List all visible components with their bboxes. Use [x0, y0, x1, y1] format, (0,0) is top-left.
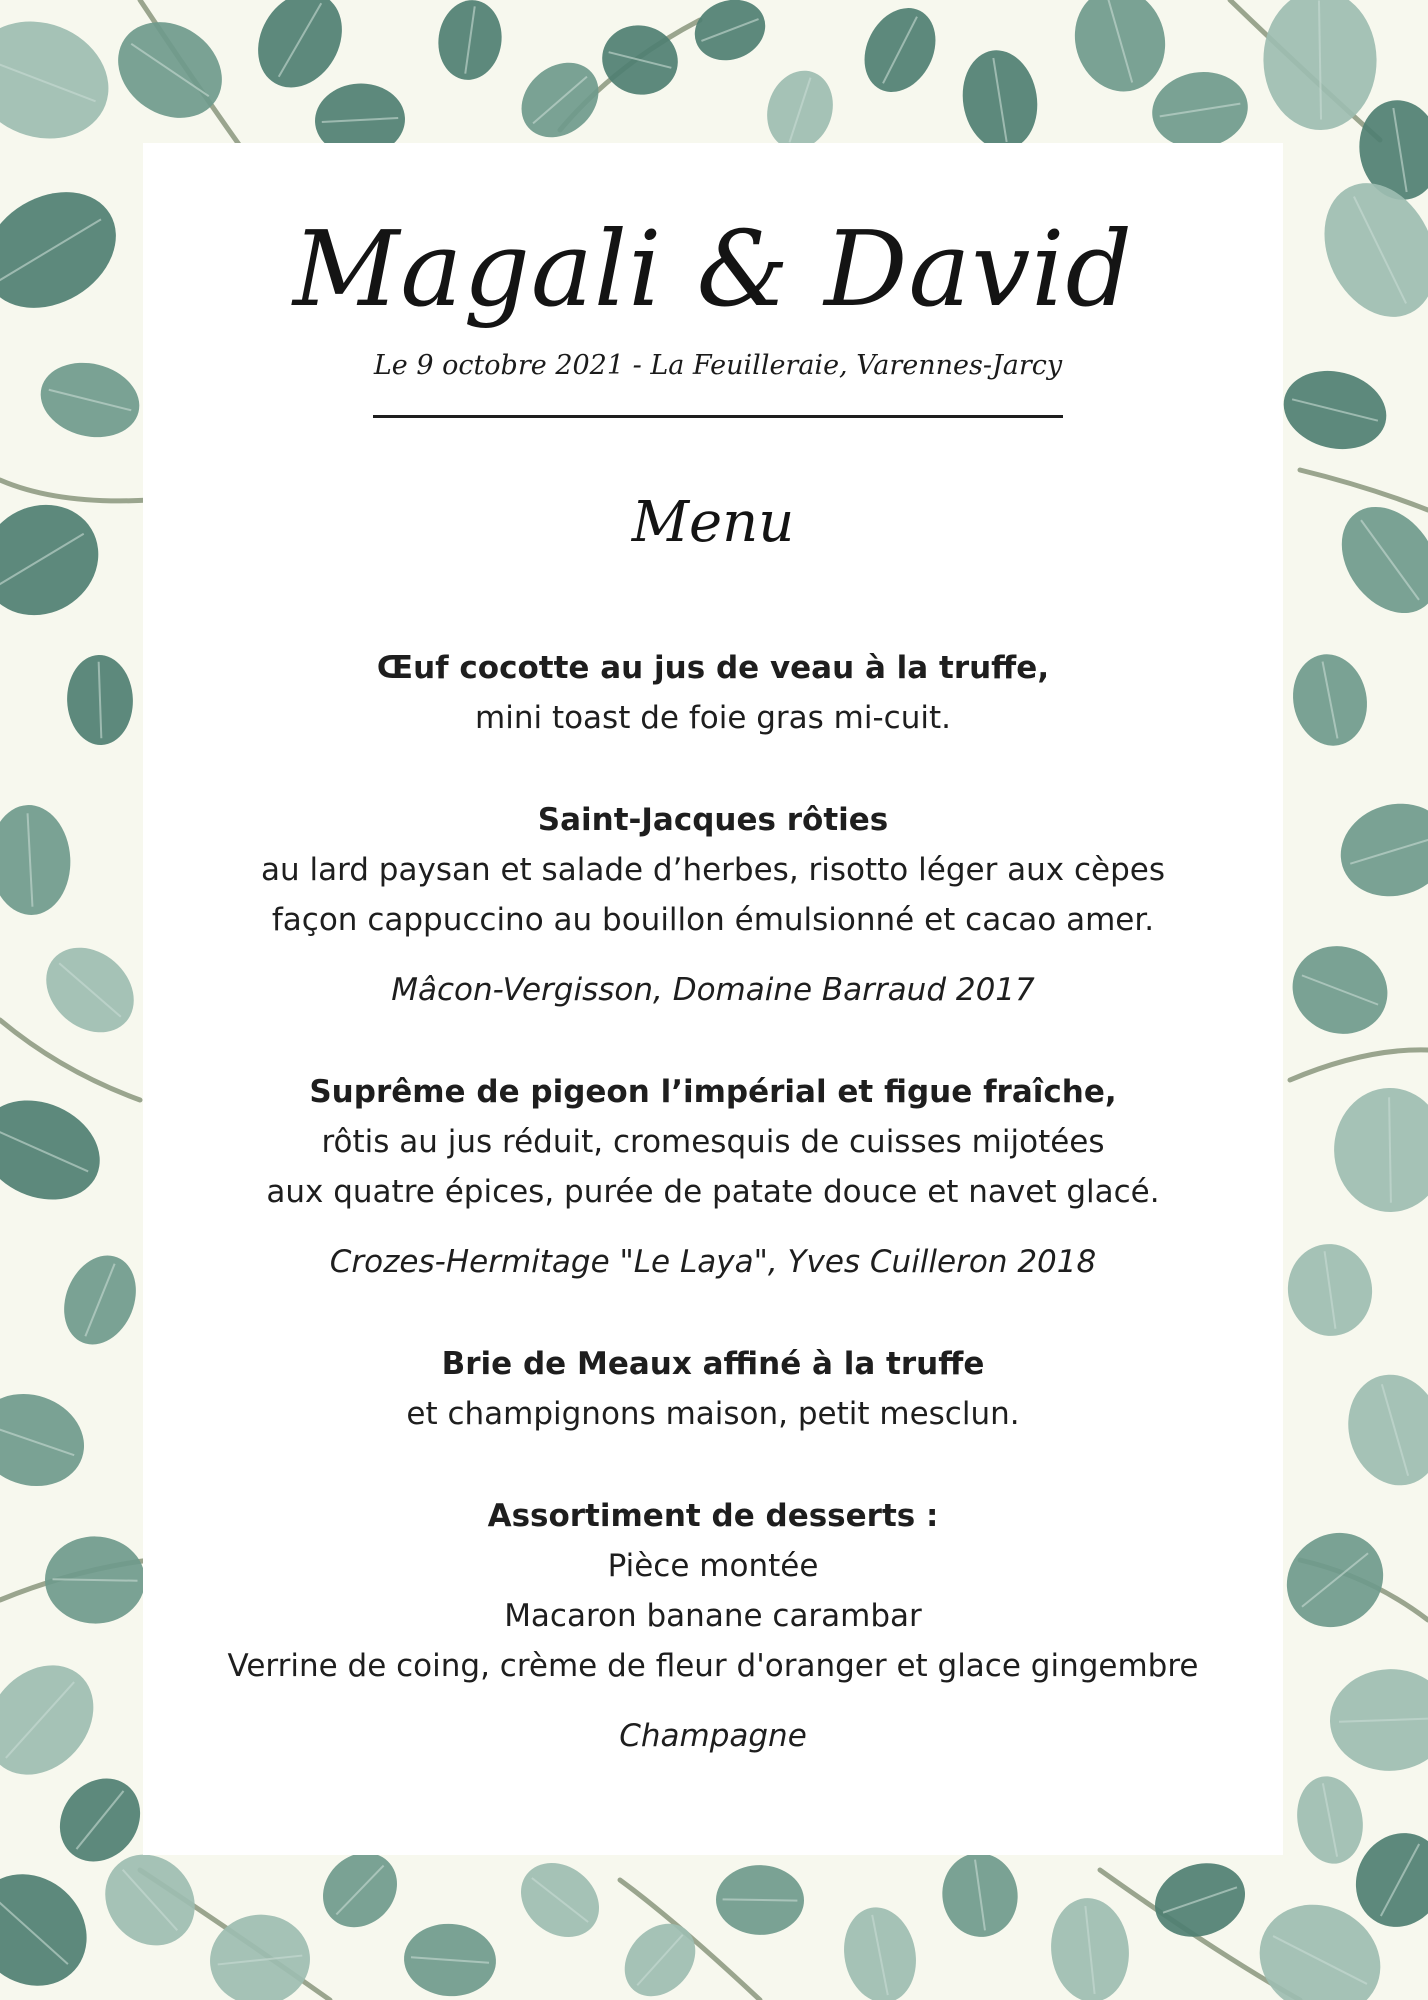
eucalyptus-leaf	[836, 1901, 924, 2000]
eucalyptus-leaf	[0, 483, 119, 636]
eucalyptus-leaf	[0, 2, 126, 158]
eucalyptus-leaf	[433, 0, 506, 84]
course-desserts	[143, 1491, 1283, 1761]
eucalyptus-leaf	[1262, 0, 1378, 131]
menu-title: Menu	[631, 490, 795, 555]
course-cheese	[143, 1339, 1283, 1439]
eucalyptus-leaf	[1335, 1364, 1428, 1497]
menu-courses	[143, 643, 1283, 1761]
eucalyptus-leaf	[1063, 0, 1177, 102]
wine-pairing: Champagne	[619, 1718, 807, 1754]
course-description: façon cappuccino au bouillon émulsionné et cacao amer.	[271, 902, 1155, 938]
eucalyptus-leaf	[0, 803, 73, 917]
eucalyptus-stem	[0, 480, 150, 501]
eucalyptus-leaf	[1290, 1771, 1370, 1870]
dessert-item: Macaron banane carambar	[504, 1598, 922, 1634]
eucalyptus-leaf	[0, 1082, 116, 1218]
eucalyptus-leaf	[0, 1851, 109, 2000]
eucalyptus-leaf	[1147, 65, 1254, 154]
eucalyptus-stem	[1290, 1050, 1428, 1080]
eucalyptus-leaf	[937, 1848, 1023, 1942]
eucalyptus-leaf	[0, 169, 137, 332]
course-pigeon	[143, 1067, 1283, 1287]
eucalyptus-leaf	[1268, 1513, 1403, 1646]
wine-pairing: Mâcon-Vergisson, Domaine Barraud 2017	[391, 972, 1035, 1008]
eucalyptus-leaf	[1275, 360, 1394, 459]
eucalyptus-leaf	[715, 1864, 804, 1935]
course-title: Brie de Meaux affiné à la truffe	[441, 1346, 985, 1382]
wine-pairing: Crozes-Hermitage "Le Laya", Yves Cuilleron 2018	[329, 1244, 1097, 1280]
eucalyptus-leaf	[0, 1380, 97, 1501]
course-scallops	[143, 795, 1283, 1015]
eucalyptus-leaf	[0, 1644, 115, 1796]
eucalyptus-stem	[0, 1020, 140, 1100]
eucalyptus-leaf	[66, 654, 135, 746]
eucalyptus-leaf	[33, 353, 148, 447]
course-title: Assortiment de desserts :	[487, 1498, 939, 1534]
eucalyptus-leaf	[506, 1848, 613, 1953]
eucalyptus-leaf	[1328, 1667, 1428, 1773]
eucalyptus-leaf	[51, 1245, 148, 1356]
eucalyptus-leaf	[1280, 932, 1401, 1047]
eucalyptus-leaf	[507, 47, 614, 152]
dessert-item: Verrine de coing, crème de fleur d'oranger et glace gingembre	[227, 1648, 1199, 1684]
eucalyptus-leaf	[1333, 1087, 1428, 1213]
course-title: Suprême de pigeon l’impérial et figue fraîche,	[309, 1074, 1117, 1110]
course-description: rôtis au jus réduit, cromesquis de cuisses mijotées	[321, 1124, 1105, 1160]
dessert-item: Pièce montée	[607, 1548, 819, 1584]
eucalyptus-leaf	[956, 45, 1045, 155]
course-description: mini toast de foie gras mi-cuit.	[475, 700, 951, 736]
couple-names: Magali & David	[292, 208, 1134, 330]
eucalyptus-leaf	[1285, 648, 1374, 752]
eucalyptus-leaf	[1329, 790, 1428, 909]
eucalyptus-leaf	[686, 0, 774, 70]
course-description: et champignons maison, petit mesclun.	[406, 1396, 1020, 1432]
eucalyptus-stem	[1300, 470, 1428, 510]
menu-card	[143, 143, 1283, 1855]
course-description: aux quatre épices, purée de patate douce et navet glacé.	[266, 1174, 1160, 1210]
eucalyptus-leaf	[851, 0, 950, 104]
eucalyptus-leaf	[402, 1921, 499, 1999]
eucalyptus-leaf	[1282, 1239, 1378, 1342]
eucalyptus-leaf	[1046, 1894, 1134, 2000]
eucalyptus-leaf	[241, 0, 358, 103]
eucalyptus-leaf	[1322, 488, 1428, 631]
eucalyptus-leaf	[44, 1536, 146, 1625]
subtitle-underline	[373, 415, 1063, 418]
course-title: Œuf cocotte au jus de veau à la truffe,	[376, 650, 1050, 686]
course-starter	[143, 643, 1283, 743]
event-date-location: Le 9 octobre 2021 - La Feuilleraie, Varennes-Jarcy	[373, 350, 1063, 381]
course-description: au lard paysan et salade d’herbes, risotto léger aux cèpes	[260, 852, 1166, 888]
eucalyptus-leaf	[29, 930, 151, 1049]
eucalyptus-leaf	[595, 17, 685, 102]
eucalyptus-leaf	[1145, 1851, 1255, 1948]
eucalyptus-leaf	[610, 1910, 710, 2000]
course-title: Saint-Jacques rôties	[537, 802, 889, 838]
